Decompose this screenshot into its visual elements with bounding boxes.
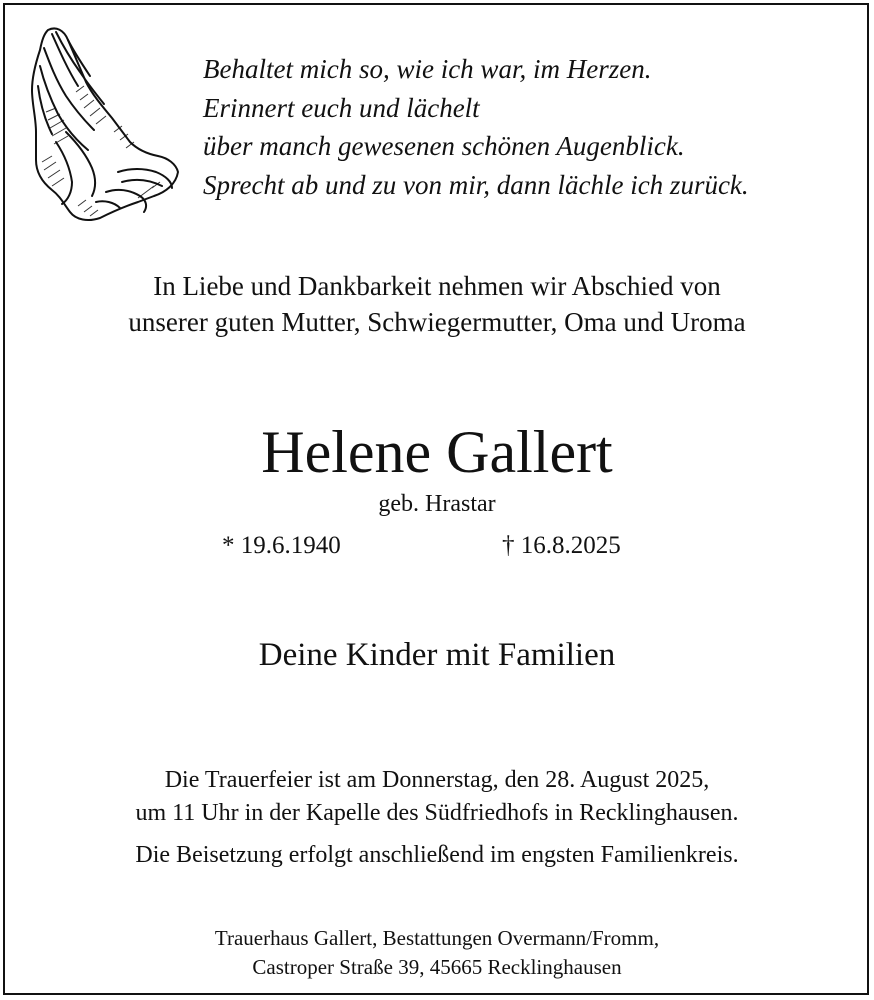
poem-line: über manch gewesenen schönen Augenblick. [203,131,685,161]
intro-text [0,268,874,340]
intro-line: In Liebe und Dankbarkeit nehmen wir Abschied von [153,271,721,301]
poem-line: Sprecht ab und zu von mir, dann lächle ich zurück. [203,169,749,200]
poem-line: Behaltet mich so, wie ich war, im Herzen. [203,54,652,84]
praying-hands-icon [26,22,184,228]
poem-line: Erinnert euch und lächelt [203,92,480,123]
undertaker-line: Castroper Straße 39, 45665 Recklinghausen [252,955,622,979]
maiden-name: geb. Hrastar [378,491,496,517]
intro-line: unserer guten Mutter, Schwiegermutter, Oma und Uroma [128,307,746,337]
ceremony-line: Die Trauerfeier ist am Donnerstag, den 28. August 2025, [164,767,710,793]
burial-info: Die Beisetzung erfolgt anschließend im engsten Familienkreis. [135,842,739,868]
undertaker-line: Trauerhaus Gallert, Bestattungen Overmann/Fromm, [214,926,660,950]
funeral-service-info [0,764,874,830]
death-date: † 16.8.2025 [502,532,621,559]
ceremony-line: um 11 Uhr in der Kapelle des Südfriedhofs in Recklinghausen. [135,800,739,826]
poem [203,50,863,204]
birth-date: * 19.6.1940 [222,532,341,559]
deceased-name: Helene Gallert [261,419,613,485]
mourners-signature: Deine Kinder mit Familien [258,637,616,673]
funeral-home-info [0,924,874,982]
